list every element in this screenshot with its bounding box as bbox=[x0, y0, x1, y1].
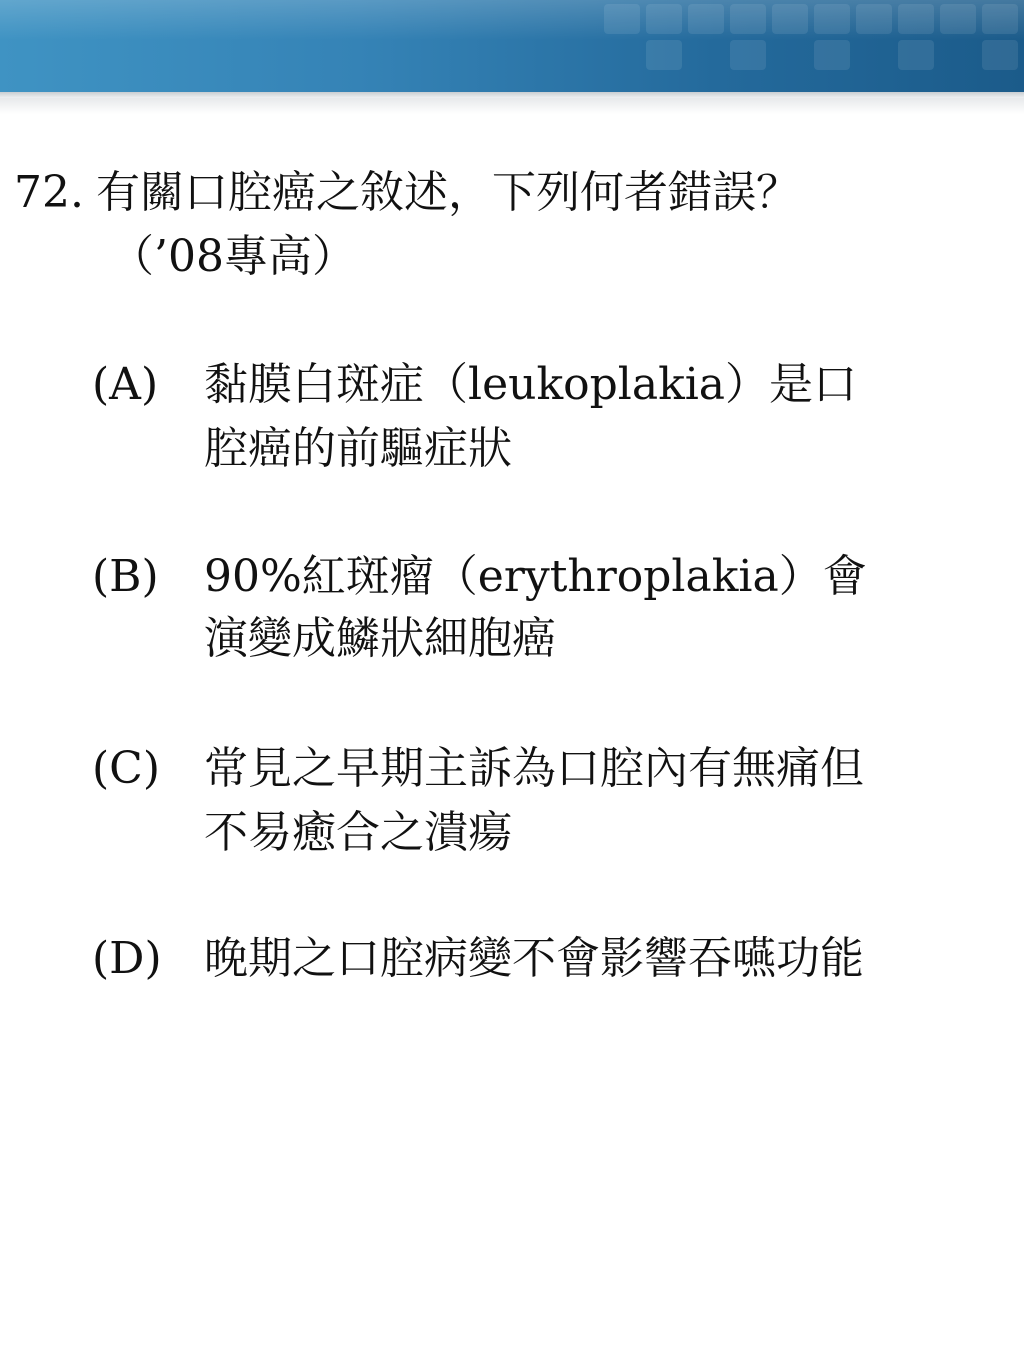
option-d-line-1: 晚期之口腔病變不會影響吞嚥功能 bbox=[204, 933, 864, 984]
question-number: 72. bbox=[14, 167, 84, 218]
option-b-label: (B) bbox=[92, 551, 159, 602]
option-c-line-1: 常見之早期主訴為口腔內有無痛但 bbox=[204, 743, 864, 794]
option-c-line-2: 不易癒合之潰瘍 bbox=[204, 807, 512, 858]
option-a-line-1: 黏膜白斑症（leukoplakia）是口 bbox=[204, 359, 858, 410]
option-a-line-2: 腔癌的前驅症狀 bbox=[204, 423, 512, 474]
question-source: （’08專高） bbox=[110, 231, 356, 282]
option-a-label: (A) bbox=[92, 359, 159, 410]
option-d-label: (D) bbox=[92, 933, 162, 984]
option-b-line-1: 90%紅斑瘤（erythroplakia）會 bbox=[204, 551, 867, 602]
option-c-label: (C) bbox=[92, 743, 160, 794]
option-b-line-2: 演變成鱗狀細胞癌 bbox=[204, 613, 556, 664]
question-text: 有關口腔癌之敘述，下列何者錯誤？ bbox=[96, 167, 800, 218]
